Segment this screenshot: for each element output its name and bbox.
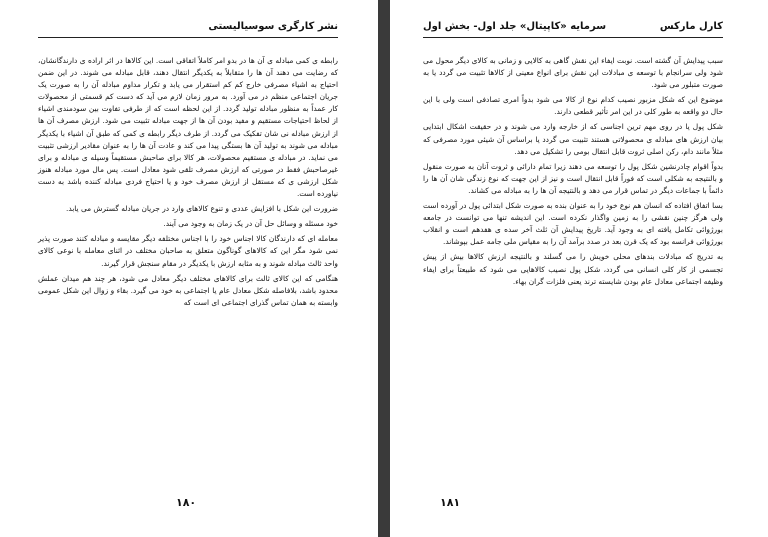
right-page-body (423, 55, 723, 291)
paragraph: ضرورت این شکل با افزایش عددی و تنوع کالاهای وارد در جریان مبادله گسترش می یابد. (66, 204, 338, 214)
paragraph: موضوع این که شکل مزبور نصیب کدام نوع از کالا می شود بدواً امری تصادفی است ولی با این حال دو واقعه به طور کلی در این امر تأثیر قطعی دارند. (423, 95, 723, 117)
left-page (0, 0, 378, 537)
paragraph: شکل پول یا در روی مهم ترین اجناسی که از خارجه وارد می شوند و در حقیقت اشکال ابتدایی بیان ارزش های مبادله ی محصولاتی هستند تثبیت می گردد یا براساس آن شیئی مورد مصرفی که مثلاً مانند دام، رکن اصلی ثروت قابل انتقال بومی را تشکیل می دهد. (423, 122, 723, 156)
author-header: کارل مارکس (659, 21, 723, 32)
paragraph: خود مسئله و وسائل حل آن در یک زمان به وجود می آیند. (163, 219, 338, 229)
publisher-header: نشر کارگری سوسیالیستی (208, 21, 338, 32)
paragraph: معامله ای که دارندگان کالا اجناس خود را با اجناس مختلفه دیگر مقایسه و مبادله کنند صورت پذیر نمی شود مگر این که کالاهای گوناگون متعلق به صاحبان مختلف در اثنای معامله با نوعی کالای واحد ثالث مبادله شوند و به مثابه ارزش با یکدیگر در مقام سنجش قرار گیرند. (38, 234, 338, 268)
book-gutter (378, 0, 390, 537)
book-title-header: سرمایه «کاپیتال» جلد اول- بخش اول (423, 21, 607, 32)
page-number: ۱۸۰ (176, 496, 197, 509)
paragraph: هنگامی که این کالای ثالث برای کالاهای مختلف دیگر معادل می شود، هر چند هم میدان عملش محدود باشد، بلافاصله شکل معادل عام یا اجتماعی به خود می گیرد. بقاء و زوال این شکل عمومی وابسته به همان تماس گذرای اجتماعی ای است که (38, 273, 338, 307)
paragraph: سبب پیدایش آن گشته است. نوبت ایفاء این نقش گاهی به کالایی و زمانی به کالای دیگر محول می شود ولی سرانجام با توسعه ی مبادلات این نقش برای انواع معینی از کالاها تثبیت می گردد یا به صورت متبلور می شود. (423, 56, 723, 90)
page-number: ۱۸۱ (440, 496, 461, 509)
right-page-header (423, 19, 723, 38)
paragraph: بدواً اقوام چادرنشین شکل پول را توسعه می دهند زیرا تمام دارائی و ثروت آنان به صورت منقول و بالنتیجه به شکلی است که فوراً قابل انتقال است و نیز از این جهت که نوع زندگی شان آن ها را دائماً با جماعات دیگر در تماس قرار می دهد و بالنتیجه آن ها را به مبادله می کشاند. (423, 161, 723, 195)
left-page-body (38, 55, 338, 312)
paragraph: رابطه ی کمی مبادله ی آن ها در بدو امر کاملاً اتفاقی است. این کالاها در اثر اراده ی دارندگانشان، که رضایت می دهند آن ها را متقابلاً به یکدیگر انتقال دهند، قابل مبادله می شوند. در این ضمن احتیاج به اشیاء مصرفی خارج کم کم استقرار می یابد و تکرار مداوم مبادله آن را به صورت یک جریان اجتماعی منظم در می آورد. به مرور زمان لازم می آید که دست کم قسمتی از محصولات کار عمداً به منظور مبادله تولید گردد. از این لحظه است که از طرفی تفاوت بین سودمندی اشیاء از لحاظ احتیاجات مستقیم و مفید بودن آن ها از جهت مبادله تثبیت می شود. ارزش مصرف آن ها از ارزش مبادله نی شان تفکیک می گردد. از طرف دیگر رابطه ی کمی که طبق آن اشیاء با یکدیگر مبادله می شوند به تولید آن ها بستگی پیدا می کند و عادت آن ها را به عنوان مقادیر ارزشی تثبیت می نماید. در مبادله ی مستقیم محصولات، هر کالا برای صاحبش مستقیماً وسیله ی مبادله و برای غیرصاحبش فقط در صورتی که ارزش مصرف تلقی شود معادل است. پس مال مورد مبادله هنوز شکل ارزشی ی که مستقل از ارزش مصرف خود و یا احتیاج فردی مبادله کننده باشد به دست نیاورده است. (38, 56, 338, 199)
left-page-header (38, 19, 338, 38)
paragraph: به تدریج که مبادلات بندهای محلی خویش را می گسلند و بالنتیجه ارزش کالاها بیش از پیش تجسمی از کار کلی انسانی می گردد، شکل پول نصیب کالاهایی می شود که طبیعتاً برای ایفاء وظیفه اجتماعی معادل عام بودن شایسته ترند یعنی فلزات گران بهاء. (423, 252, 723, 286)
paragraph: بسا اتفاق افتاده که انسان هم نوع خود را به عنوان بنده به صورت شکل ابتدائی پول در آورده است ولی هرگز چنین نقشی را به زمین واگذار نکرده است. این اندیشه تنها می توانست در جامعه بورژوائی تکامل یافته ای به وجود آید. تاریخ پیدایش آن ثلث آخر سده ی هفدهم است و انقلاب بورژوائی فرانسه بود که یک قرن بعد در صدد برآمد آن را به مقیاس ملی جامه عمل بپوشاند. (423, 201, 723, 247)
right-page (390, 0, 768, 537)
